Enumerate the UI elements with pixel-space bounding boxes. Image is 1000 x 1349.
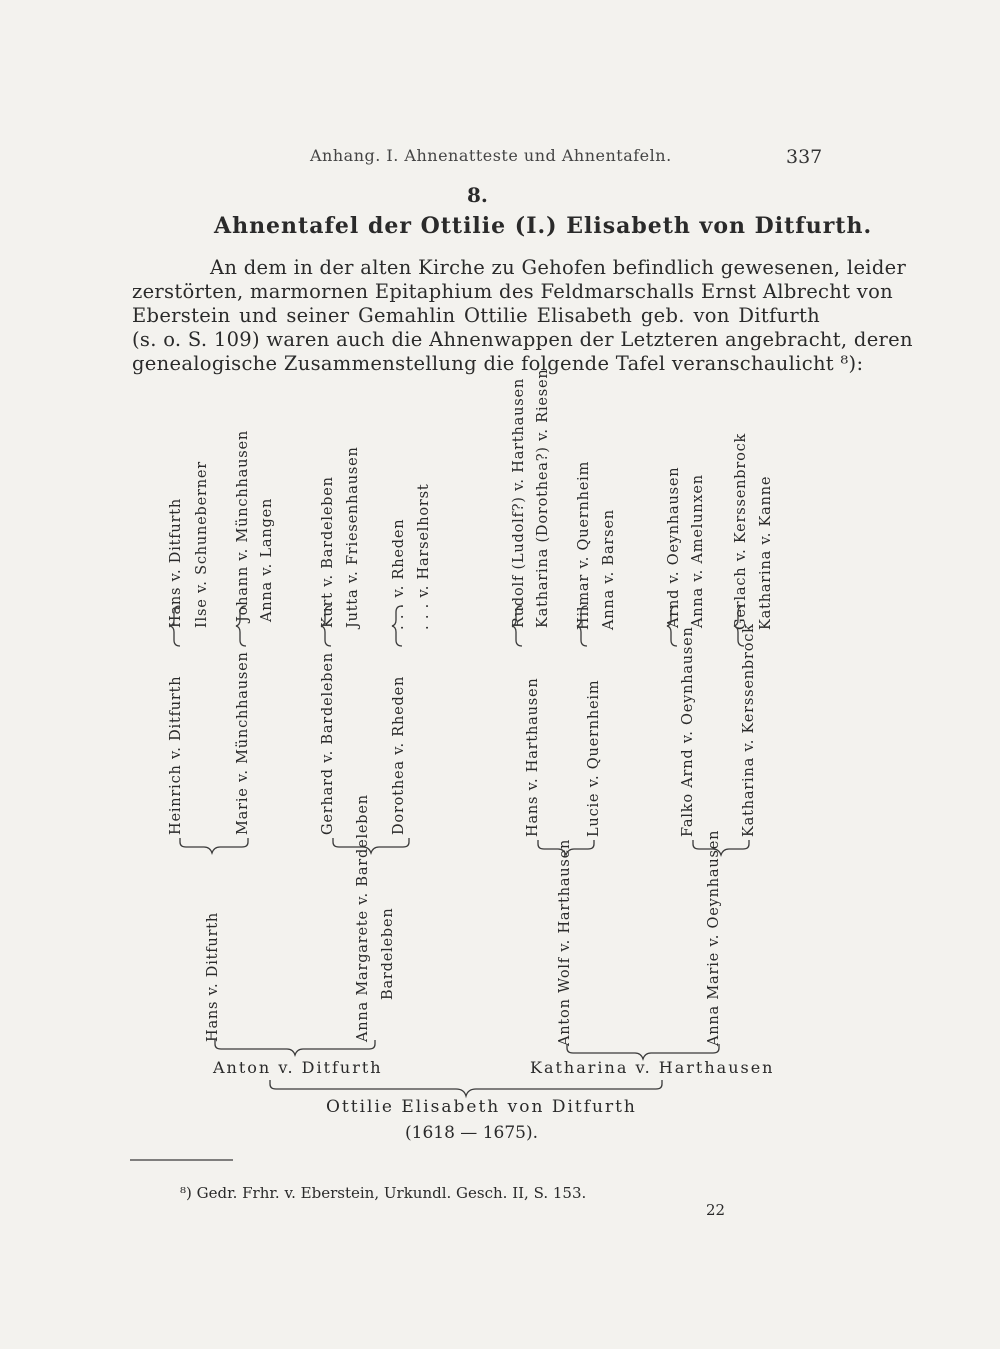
brace — [215, 1040, 375, 1055]
gen4-name: Ilse v. Schuneberner — [194, 461, 210, 628]
gen4-name: Katharina v. Kanne — [758, 475, 774, 630]
brace — [270, 1080, 662, 1096]
brace — [734, 606, 744, 646]
gen3-name: Gerhard v. Bardeleben — [320, 652, 336, 835]
gen4-name: . . . v. Harselhorst — [416, 483, 432, 630]
intro-line-4: (s. o. S. 109) waren auch die Ahnenwappen der Letzteren angebracht, deren — [132, 328, 913, 351]
brace — [667, 606, 677, 646]
intro-line-5: genealogische Zusammenstellung die folgende Tafel veranschaulicht ⁸): — [132, 352, 864, 375]
gen4-name: Anna v. Barsen — [601, 509, 617, 630]
gen4-name: Jutta v. Friesenhausen — [345, 446, 361, 628]
gen3-name: Heinrich v. Ditfurth — [168, 675, 184, 835]
gen4-name: Hans v. Ditfurth — [168, 497, 184, 628]
proband-name: Ottilie Elisabeth von Ditfurth — [326, 1097, 637, 1117]
gen3-name: Marie v. Münchhausen — [235, 651, 251, 835]
gen3-name: Lucie v. Quernheim — [586, 679, 602, 837]
gen3-name: Katharina v. Kerssenbrock — [741, 623, 757, 837]
gen1-name: Anton v. Ditfurth — [213, 1058, 383, 1077]
intro-line-2: zerstörten, marmornen Epitaphium des Feldmarschalls Ernst Albrecht von — [132, 280, 893, 303]
gen4-name: Gerlach v. Kerssenbrock — [733, 432, 749, 630]
gen3-name: Dorothea v. Rheden — [391, 675, 407, 835]
gen4-name: . . . v. Rheden — [391, 518, 407, 630]
brace — [333, 838, 409, 853]
brace — [170, 606, 180, 646]
intro-line-1: An dem in der alten Kirche zu Gehofen befindlich gewesenen, leider — [210, 256, 907, 279]
brace — [693, 840, 749, 855]
gen1-name: Katharina v. Harthausen — [530, 1058, 775, 1077]
brace — [180, 838, 248, 853]
gen2-name: Anna Marie v. Oeynhausen — [706, 829, 722, 1046]
gen4-name: Rudolf (Ludolf?) v. Harthausen — [511, 378, 527, 628]
gen4-name: Hilmar v. Quernheim — [576, 460, 592, 630]
gen4-name: Johann v. Münchhausen — [235, 430, 251, 622]
gen2-name-line2: Bardeleben — [380, 907, 396, 1000]
footnote: ⁸) Gedr. Frhr. v. Eberstein, Urkundl. Gesch. II, S. 153. — [180, 1184, 587, 1202]
page-number: 337 — [786, 146, 823, 168]
gen4-name: Anna v. Amelunxen — [690, 474, 706, 628]
gen4-name: Katharina (Dorothea?) v. Riesen — [535, 368, 551, 628]
proband-years: (1618 — 1675). — [405, 1123, 539, 1143]
brace — [567, 1044, 719, 1059]
running-title: Anhang. I. Ahnenatteste und Ahnentafeln. — [310, 146, 672, 165]
brace — [392, 606, 402, 646]
gen4-name: Arnd v. Oeynhausen — [666, 466, 682, 628]
gen4-name: Kurt v. Bardeleben — [320, 476, 336, 628]
section-number: 8. — [467, 183, 488, 207]
section-title: Ahnentafel der Ottilie (I.) Elisabeth von Ditfurth. — [214, 213, 873, 239]
gen3-name: Hans v. Harthausen — [525, 677, 541, 837]
gen2-name: Anna Margarete v. Bardeleben — [355, 794, 371, 1042]
sheet-number: 22 — [706, 1201, 726, 1219]
gen4-name: Anna v. Langen — [259, 497, 275, 622]
brace — [538, 840, 594, 855]
intro-line-3: Eberstein und seiner Gemahlin Ottilie Elisabeth geb. von Ditfurth — [132, 304, 820, 327]
gen2-name: Hans v. Ditfurth — [205, 911, 221, 1042]
brace — [577, 606, 587, 646]
gen2-name: Anton Wolf v. Harthausen — [557, 838, 573, 1046]
gen3-name: Falko Arnd v. Oeynhausen — [680, 626, 696, 837]
brace — [236, 606, 246, 646]
brace — [512, 606, 522, 646]
brace — [321, 606, 331, 646]
